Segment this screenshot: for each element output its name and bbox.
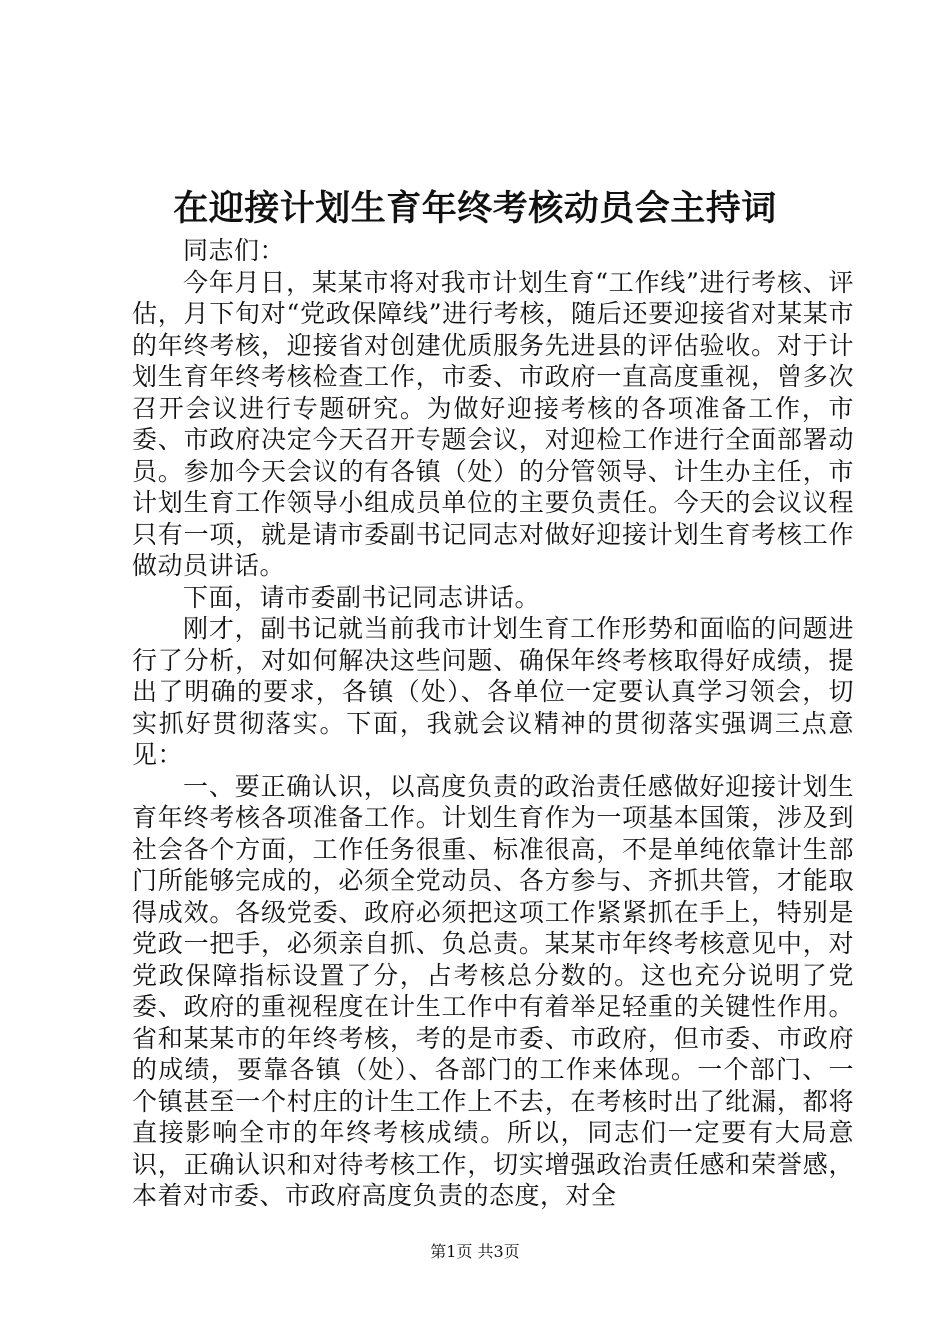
- point-one-paragraph: 一、要正确认识，以高度负责的政治责任感做好迎接计划生育年终考核各项准备工作。计划生育作为一项基本国策，涉及到社会各个方面，工作任务很重、标准很高，不是单纯依靠计生部门所能够完成的，必须全党动员、各方参与、齐抓共管，才能取得成效。各级党委、政府必须把这项工作紧紧抓在手上，特别是党政一把手，必须亲自抓、负总责。某某市年终考核意见中，对党政保障指标设置了分，占考核总分数的。这也充分说明了党委、政府的重视程度在计生工作中有着举足轻重的关键性作用。省和某某市的年终考核，考的是市委、市政府，但市委、市政府的成绩，要靠各镇（处）、各部门的工作来体现。一个部门、一个镇甚至一个村庄的计生工作上不去，在考核时出了纰漏，都将直接影响全市的年终考核成绩。所以，同志们一定要有大局意识，正确认识和对待考核工作，切实增强政治责任感和荣誉感，本着对市委、市政府高度负责的态度，对全: [132, 771, 854, 1210]
- invitation-paragraph: 下面，请市委副书记同志讲话。: [183, 582, 541, 612]
- salutation-paragraph: 同志们：: [183, 236, 286, 265]
- page-footer: 第1页 共3页: [430, 1242, 520, 1261]
- opening-paragraph: 今年月日，某某市将对我市计划生育“工作线”进行考核、评估，月下旬对“党政保障线”进行考核，随后还要迎接省对某某市的年终考核，迎接省对创建优质服务先进县的评估验收。对于计划生育年终考核检查工作，市委、市政府一直高度重视，曾多次召开会议进行专题研究。为做好迎接考核的各项准备工作，市委、市政府决定今天召开专题会议，对迎检工作进行全面部署动员。参加今天会议的有各镇（处）的分管领导、计生办主任，市计划生育工作领导小组成员单位的主要负责任。今天的会议议程只有一项，就是请市委副书记同志对做好迎接计划生育考核工作做动员讲话。: [132, 267, 854, 580]
- summary-paragraph: 刚才，副书记就当前我市计划生育工作形势和面临的问题进行了分析，对如何解决这些问题、确保年终考核取得好成绩，提出了明确的要求，各镇（处）、各单位一定要认真学习领会，切实抓好贯彻落实。下面，我就会议精神的贯彻落实强调三点意见：: [132, 614, 854, 769]
- document-title: 在迎接计划生育年终考核动员会主持词: [173, 189, 777, 229]
- document-body: [132, 235, 854, 1212]
